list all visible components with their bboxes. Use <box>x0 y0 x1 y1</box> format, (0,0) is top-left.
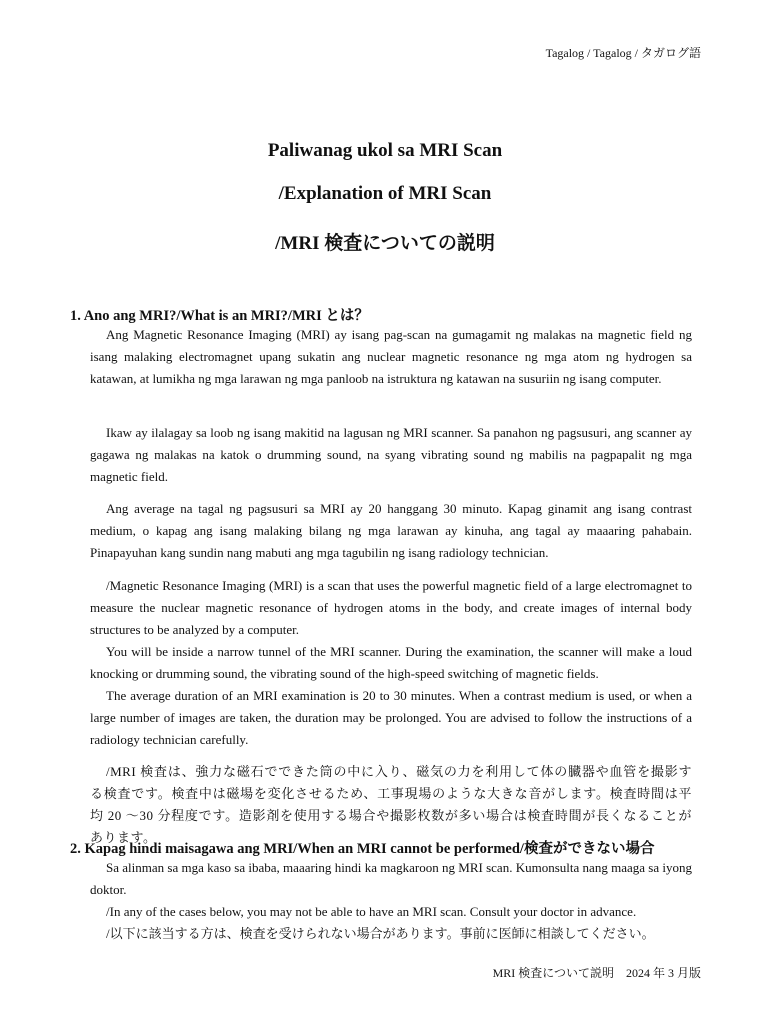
section-1-tagalog-paragraph-3: Ang average na tagal ng pagsusuri sa MRI ay 20 hanggang 30 minuto. Kapag ginamit ang isang contrast medium, o kapag ang isang malaking bilang ng mga larawan ay kinuha, ang tagal ay maaaring pahabain. Pinapayuhan kang sundin nang mabuti ang mga tagubilin ng isang radiology technician. <box>90 501 692 560</box>
title-tagalog: Paliwanag ukol sa MRI Scan <box>267 140 503 161</box>
title-japanese: /MRI 検査についての説明 <box>275 233 495 254</box>
section-2-japanese-paragraph: /以下に該当する方は、検査を受けられない場合があります。事前に医師に相談してください。 <box>106 926 655 941</box>
section-2-tagalog-paragraph: Sa alinman sa mga kaso sa ibaba, maaaring hindi ka magkaroon ng MRI scan. Kumonsulta nang maaga sa iyong doktor. <box>90 860 692 897</box>
section-2-english-paragraph: /In any of the cases below, you may not be able to have an MRI scan. Consult your doctor in advance. <box>106 904 637 919</box>
language-tag: Tagalog / Tagalog / タガログ語 <box>545 46 701 60</box>
section-1-heading: 1. Ano ang MRI?/What is an MRI?/MRI とは？ <box>70 308 369 324</box>
section-1-english-paragraph-1: /Magnetic Resonance Imaging (MRI) is a scan that uses the powerful magnetic field of a large electromagnet to measure the nuclear magnetic resonance of hydrogen atoms in the body, and create images of internal body structures to be analyzed by a computer. <box>90 578 692 637</box>
section-1-english-block <box>90 575 692 751</box>
page-footer: MRI 検査について説明 2024 年 3 月版 <box>492 966 701 980</box>
section-1-tagalog-paragraph-2: Ikaw ay ilalagay sa loob ng isang makitid na lagusan ng MRI scanner. Sa panahon ng pagsusuri, ang scanner ay gagawa ng malakas na katok o drumming sound, na syang vibrating sound ng mabilis na pagpapalit ng mga magnetic field. <box>90 425 692 484</box>
section-1-english-paragraph-2: You will be inside a narrow tunnel of the MRI scanner. During the examination, the scanner will make a loud knocking or drumming sound, the vibrating sound of the high-speed switching of magnetic fields. <box>90 644 692 681</box>
section-1-english-paragraph-3: The average duration of an MRI examination is 20 to 30 minutes. When a contrast medium is used, or when a large number of images are taken, the duration may be prolonged. You are advised to follow the instructions of a radiology technician carefully. <box>90 688 692 747</box>
section-1-tagalog-paragraph-1: Ang Magnetic Resonance Imaging (MRI) ay isang pag-scan na gumagamit ng malakas na magnetic field ng isang malaking electromagnet upang sukatin ang nuclear magnetic resonance ng mga atom ng hydrogen sa katawan, at lumikha ng mga larawan ng mga panloob na istruktura ng katawan na susuriin ng isang computer. <box>90 327 692 386</box>
section-1-japanese-paragraph: /MRI 検査は、強力な磁石でできた筒の中に入り、磁気の力を利用して体の臓器や血管を撮影する検査です。検査中は磁場を変化させるため、工事現場のような大きな音がします。検査時間は平均 20 〜30 分程度です。造影剤を使用する場合や撮影枚数が多い場合は検査時間が長くなることがあります。 <box>90 764 692 845</box>
section-2-heading: 2. Kapag hindi maisagawa ang MRI/When an MRI cannot be performed/検査ができない場合 <box>70 841 655 857</box>
title-english: /Explanation of MRI Scan <box>278 183 492 204</box>
section-2-block <box>90 857 692 945</box>
